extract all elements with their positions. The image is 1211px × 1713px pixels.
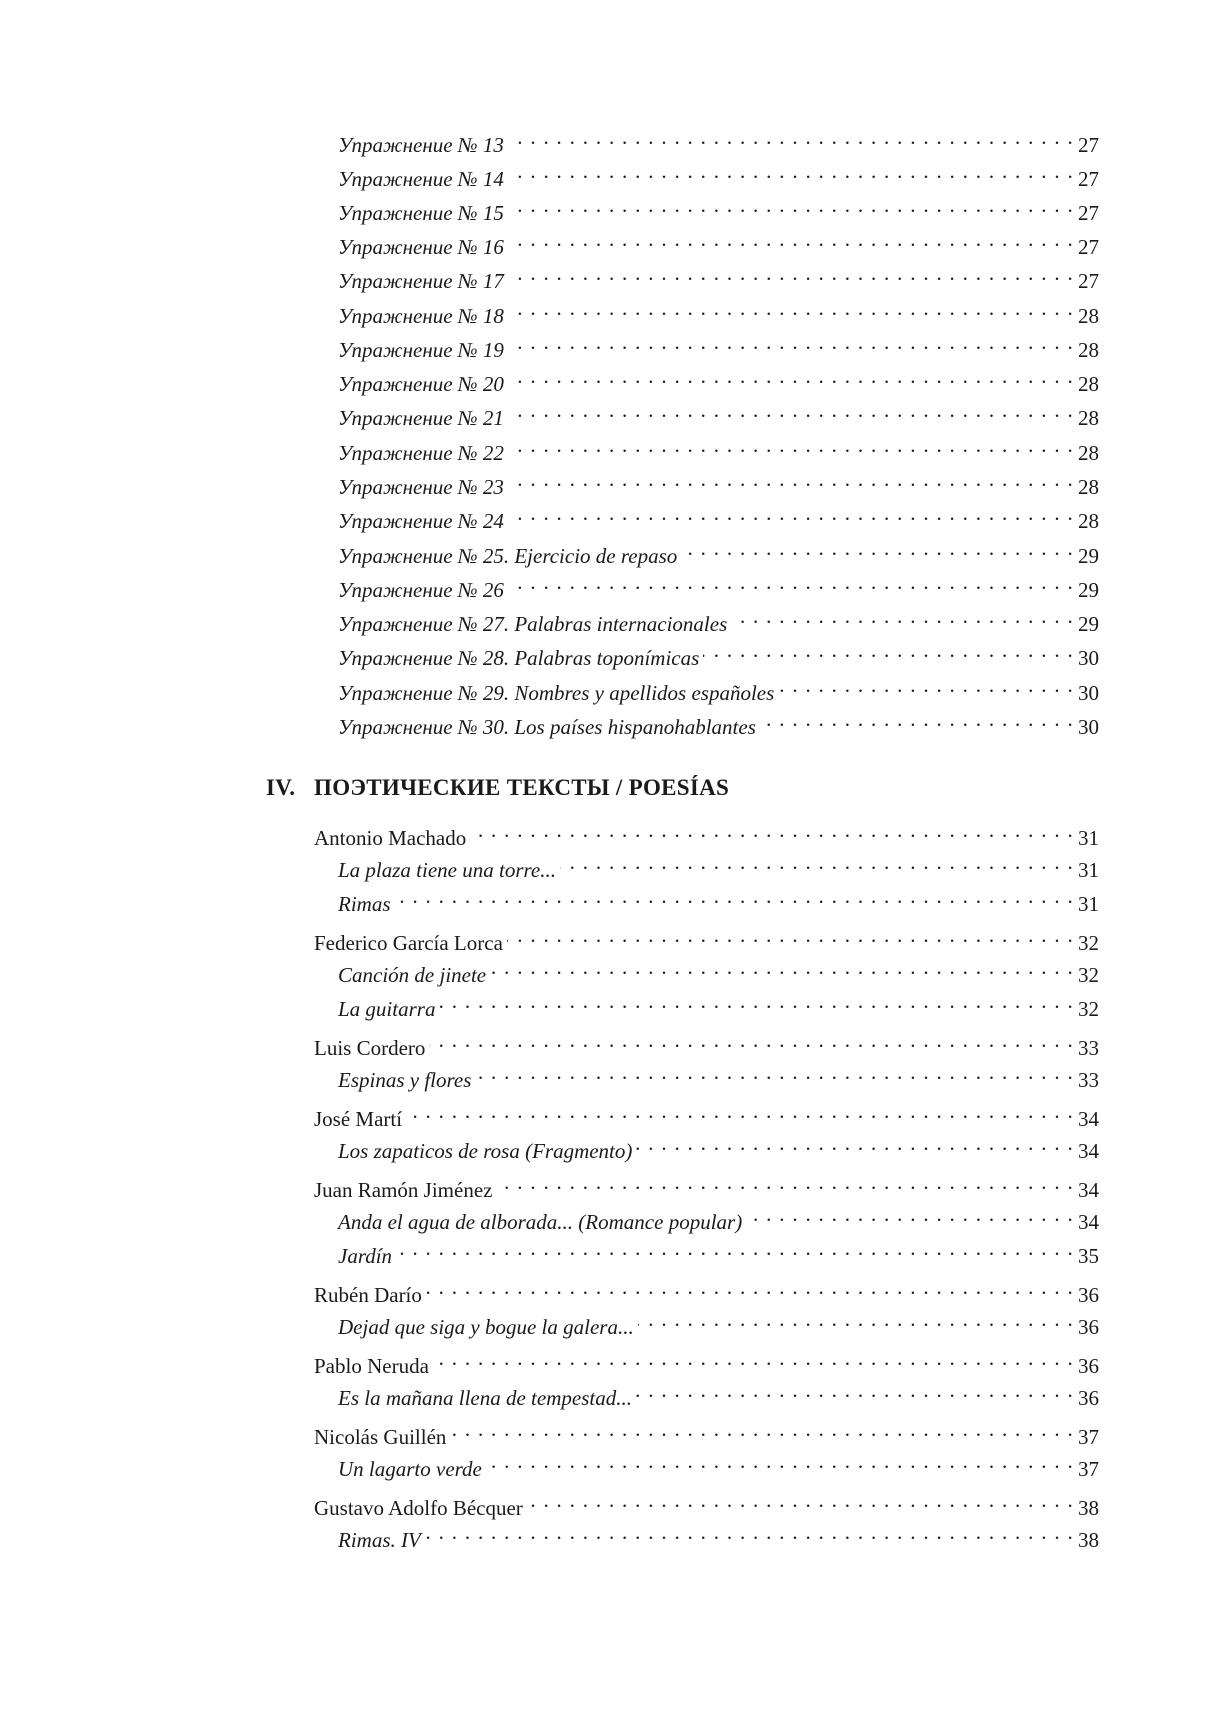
dot-leader <box>636 1375 1074 1405</box>
dot-leader <box>508 464 1074 494</box>
toc-entry-label: Упражнение № 30. Los países hispanohablantes <box>338 715 756 739</box>
toc-entry-exercise-14[interactable] <box>338 156 1099 191</box>
section-heading[interactable] <box>266 772 729 804</box>
toc-entry-page: 34 <box>1078 1139 1099 1163</box>
dot-leader <box>778 670 1074 700</box>
toc-entry-label: Упражнение № 25. Ejercicio de repaso <box>338 544 678 568</box>
toc-entry-poem[interactable] <box>338 1446 1099 1481</box>
toc-entry-exercise-30[interactable] <box>338 704 1099 739</box>
toc-entry-exercise-13[interactable] <box>338 122 1099 157</box>
dot-leader <box>731 601 1074 631</box>
toc-entry-label: Antonio Machado <box>314 826 467 850</box>
toc-entry-label: Упражнение № 13 <box>338 133 504 157</box>
toc-entry-label: Упражнение № 16 <box>338 235 504 259</box>
toc-entry-label: Упражнение № 29. Nombres y apellidos españoles <box>338 681 775 705</box>
toc-entry-page: 32 <box>1078 963 1099 987</box>
toc-entry-poem[interactable] <box>338 1199 1099 1234</box>
toc-entry-page: 32 <box>1078 931 1099 955</box>
toc-entry-page: 29 <box>1078 544 1099 568</box>
toc-entry-page: 28 <box>1078 304 1099 328</box>
toc-entry-label: Упражнение № 26 <box>338 578 504 602</box>
toc-entry-page: 27 <box>1078 167 1099 191</box>
toc-entry-author[interactable] <box>314 1485 1099 1520</box>
toc-entry-label: La plaza tiene una torre... <box>338 858 556 882</box>
toc-entry-label: Упражнение № 23 <box>338 475 504 499</box>
toc-entry-label: Упражнение № 17 <box>338 269 504 293</box>
toc-entry-poem[interactable] <box>338 881 1099 916</box>
toc-entry-label: Federico García Lorca <box>314 931 503 955</box>
dot-leader <box>508 361 1074 391</box>
toc-entry-page: 30 <box>1078 681 1099 705</box>
toc-entry-exercise-17[interactable] <box>338 258 1099 293</box>
toc-entry-exercise-26[interactable] <box>338 567 1099 602</box>
toc-entry-author[interactable] <box>314 1025 1099 1060</box>
toc-entry-page: 36 <box>1078 1386 1099 1410</box>
toc-entry-exercise-20[interactable] <box>338 361 1099 396</box>
toc-entry-label: Dejad que siga y bogue la galera... <box>338 1315 634 1339</box>
toc-entry-author[interactable] <box>314 1414 1099 1449</box>
toc-entry-exercise-18[interactable] <box>338 293 1099 328</box>
toc-entry-label: Rimas <box>338 892 391 916</box>
dot-leader <box>560 847 1074 877</box>
toc-entry-poem[interactable] <box>338 986 1099 1021</box>
toc-entry-author[interactable] <box>314 1167 1099 1202</box>
toc-entry-author[interactable] <box>314 1343 1099 1378</box>
toc-entry-label: Упражнение № 18 <box>338 304 504 328</box>
toc-entry-exercise-19[interactable] <box>338 327 1099 362</box>
dot-leader <box>527 1485 1074 1515</box>
toc-entry-page: 38 <box>1078 1496 1099 1520</box>
toc-entry-page: 34 <box>1078 1107 1099 1131</box>
toc-entry-exercise-28[interactable] <box>338 635 1099 670</box>
toc-entry-page: 37 <box>1078 1425 1099 1449</box>
toc-entry-label: Упражнение № 21 <box>338 406 504 430</box>
toc-entry-exercise-23[interactable] <box>338 464 1099 499</box>
toc-entry-page: 29 <box>1078 612 1099 636</box>
toc-entry-page: 31 <box>1078 858 1099 882</box>
dot-leader <box>490 952 1074 982</box>
dot-leader <box>508 395 1074 425</box>
dot-leader <box>508 293 1074 323</box>
toc-entry-label: Упражнение № 28. Palabras toponímicas <box>338 646 700 670</box>
toc-entry-page: 31 <box>1078 826 1099 850</box>
dot-leader <box>470 815 1074 845</box>
toc-entry-label: Упражнение № 27. Palabras internacionales <box>338 612 728 636</box>
toc-entry-poem[interactable] <box>338 1375 1099 1410</box>
toc-entry-poem[interactable] <box>338 1128 1099 1163</box>
toc-entry-label: Anda el agua de alborada... (Romance popular) <box>338 1210 743 1234</box>
dot-leader <box>508 258 1074 288</box>
dot-leader <box>426 1272 1074 1302</box>
toc-entry-page: 28 <box>1078 338 1099 362</box>
toc-entry-exercise-21[interactable] <box>338 395 1099 430</box>
toc-entry-page: 29 <box>1078 578 1099 602</box>
toc-entry-exercise-24[interactable] <box>338 498 1099 533</box>
dot-leader <box>508 498 1074 528</box>
toc-entry-label: Nicolás Guillén <box>314 1425 447 1449</box>
toc-entry-page: 35 <box>1078 1244 1099 1268</box>
toc-entry-label: Un lagarto verde <box>338 1457 482 1481</box>
toc-entry-page: 36 <box>1078 1354 1099 1378</box>
toc-entry-page: 34 <box>1078 1178 1099 1202</box>
toc-entry-label: Упражнение № 14 <box>338 167 504 191</box>
toc-entry-label: Jardín <box>338 1244 393 1268</box>
dot-leader <box>508 122 1074 152</box>
dot-leader <box>496 1167 1074 1197</box>
dot-leader <box>508 156 1074 186</box>
toc-entry-poem[interactable] <box>338 1057 1099 1092</box>
toc-entry-label: Упражнение № 20 <box>338 372 504 396</box>
dot-leader <box>395 881 1075 911</box>
toc-entry-page: 32 <box>1078 997 1099 1021</box>
toc-entry-page: 33 <box>1078 1068 1099 1092</box>
toc-entry-label: Juan Ramón Jiménez <box>314 1178 493 1202</box>
dot-leader <box>760 704 1074 734</box>
section-number: IV. <box>266 775 296 800</box>
toc-entry-page: 30 <box>1078 646 1099 670</box>
dot-leader <box>508 327 1074 357</box>
toc-entry-page: 36 <box>1078 1315 1099 1339</box>
toc-entry-page: 28 <box>1078 509 1099 533</box>
dot-leader <box>681 533 1074 563</box>
dot-leader <box>396 1233 1074 1263</box>
dot-leader <box>508 190 1074 220</box>
toc-entry-label: Упражнение № 24 <box>338 509 504 533</box>
toc-entry-page: 38 <box>1078 1528 1099 1552</box>
dot-leader <box>475 1057 1074 1087</box>
toc-entry-poem[interactable] <box>338 1233 1099 1268</box>
dot-leader <box>508 567 1074 597</box>
toc-entry-exercise-16[interactable] <box>338 224 1099 259</box>
toc-entry-author[interactable] <box>314 920 1099 955</box>
toc-entry-poem[interactable] <box>338 847 1099 882</box>
dot-leader <box>508 430 1074 460</box>
toc-entry-exercise-29[interactable] <box>338 670 1099 705</box>
toc-entry-page: 36 <box>1078 1283 1099 1307</box>
toc-entry-exercise-15[interactable] <box>338 190 1099 225</box>
toc-entry-page: 28 <box>1078 475 1099 499</box>
toc-entry-label: Упражнение № 22 <box>338 441 504 465</box>
toc-entry-page: 27 <box>1078 269 1099 293</box>
toc-entry-page: 27 <box>1078 201 1099 225</box>
toc-entry-poem[interactable] <box>338 1517 1099 1552</box>
dot-leader <box>638 1304 1074 1334</box>
toc-entry-label: Упражнение № 15 <box>338 201 504 225</box>
toc-entry-author[interactable] <box>314 1272 1099 1307</box>
dot-leader <box>439 986 1074 1016</box>
toc-entry-label: Los zapaticos de rosa (Fragmento) <box>338 1139 633 1163</box>
toc-entry-label: Es la mañana llena de tempestad... <box>338 1386 632 1410</box>
dot-leader <box>508 224 1074 254</box>
toc-entry-exercise-25[interactable] <box>338 533 1099 568</box>
toc-entry-page: 37 <box>1078 1457 1099 1481</box>
toc-entry-poem[interactable] <box>338 952 1099 987</box>
dot-leader <box>450 1414 1074 1444</box>
toc-entry-page: 33 <box>1078 1036 1099 1060</box>
toc-entry-label: Espinas y flores <box>338 1068 472 1092</box>
toc-entry-label: Rubén Darío <box>314 1283 422 1307</box>
toc-entry-exercise-22[interactable] <box>338 430 1099 465</box>
section-title: ПОЭТИЧЕСКИЕ ТЕКСТЫ / POESÍAS <box>314 775 730 800</box>
dot-leader <box>425 1517 1074 1547</box>
dot-leader <box>486 1446 1074 1476</box>
toc-entry-page: 27 <box>1078 133 1099 157</box>
toc-entry-label: Rimas. IV <box>338 1528 421 1552</box>
toc-entry-author[interactable] <box>314 815 1099 850</box>
toc-entry-page: 31 <box>1078 892 1099 916</box>
toc-entry-label: Gustavo Adolfo Bécquer <box>314 1496 523 1520</box>
dot-leader <box>746 1199 1074 1229</box>
toc-entry-page: 27 <box>1078 235 1099 259</box>
toc-entry-poem[interactable] <box>338 1304 1099 1339</box>
toc-entry-label: Luis Cordero <box>314 1036 426 1060</box>
dot-leader <box>636 1128 1074 1158</box>
toc-entry-exercise-27[interactable] <box>338 601 1099 636</box>
toc-entry-label: Canción de jinete <box>338 963 487 987</box>
dot-leader <box>703 635 1074 665</box>
toc-entry-label: La guitarra <box>338 997 436 1021</box>
toc-entry-page: 34 <box>1078 1210 1099 1234</box>
toc-entry-author[interactable] <box>314 1096 1099 1131</box>
toc-entry-page: 28 <box>1078 441 1099 465</box>
toc-entry-label: José Martí <box>314 1107 403 1131</box>
dot-leader <box>406 1096 1074 1126</box>
toc-entry-page: 30 <box>1078 715 1099 739</box>
toc-entry-page: 28 <box>1078 372 1099 396</box>
dot-leader <box>507 920 1074 950</box>
dot-leader <box>433 1343 1074 1373</box>
toc-entry-label: Упражнение № 19 <box>338 338 504 362</box>
toc-entry-label: Pablo Neruda <box>314 1354 429 1378</box>
toc-entry-page: 28 <box>1078 406 1099 430</box>
dot-leader <box>429 1025 1074 1055</box>
